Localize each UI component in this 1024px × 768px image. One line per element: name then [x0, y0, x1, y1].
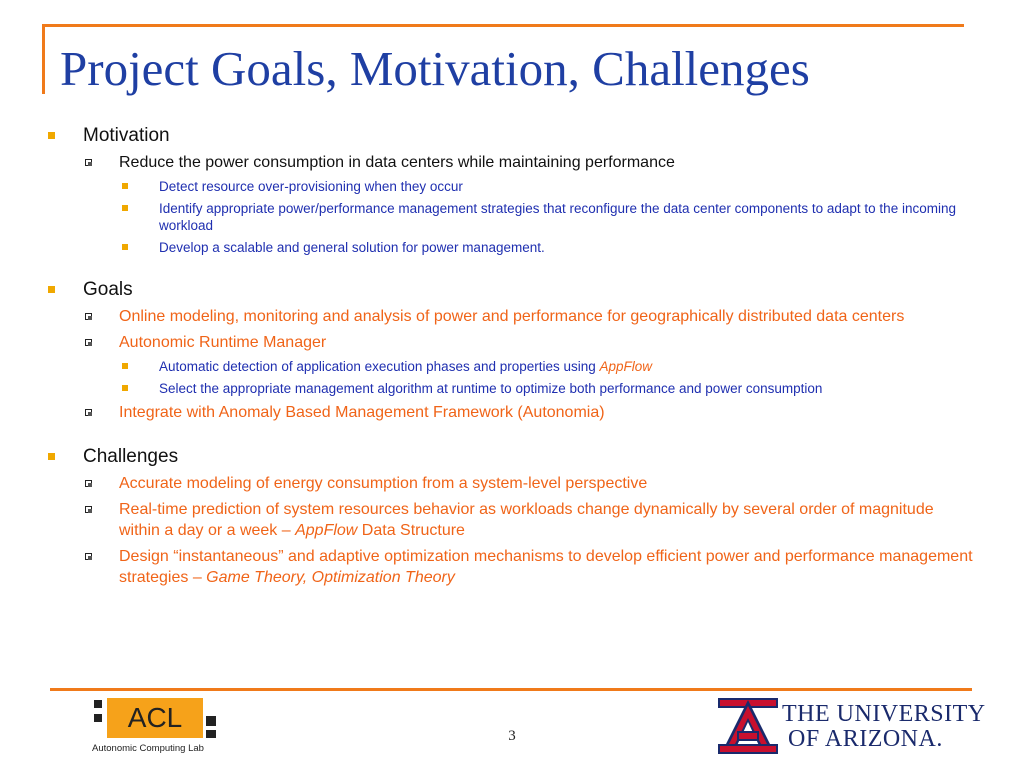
bullet-level3 — [48, 178, 978, 195]
section-motivation — [48, 124, 978, 256]
page-number: 3 — [508, 728, 516, 744]
bullet-level3 — [48, 358, 978, 375]
bullet-level2 — [48, 332, 978, 353]
bullet-level1 — [48, 445, 978, 469]
bullet-text: Reduce the power consumption in data centers while maintaining performance — [119, 154, 675, 171]
hollow-square-bullet-icon — [85, 313, 92, 320]
section-heading: Motivation — [83, 125, 170, 146]
appflow-emphasis: AppFlow — [295, 522, 358, 539]
bullet-text: Autonomic Runtime Manager — [119, 334, 327, 351]
bullet-level2 — [48, 402, 978, 423]
hollow-square-bullet-icon — [85, 553, 92, 560]
bullet-level1 — [48, 278, 978, 302]
bullet-level2 — [48, 306, 978, 327]
section-heading: Challenges — [83, 446, 179, 467]
square-bullet-icon — [48, 286, 55, 293]
hollow-square-bullet-icon — [85, 480, 92, 487]
hollow-square-bullet-icon — [85, 409, 92, 416]
acl-logo-mark: ACL — [107, 698, 203, 738]
bullet-text: Data Structure — [357, 522, 465, 539]
hollow-square-bullet-icon — [85, 339, 92, 346]
square-bullet-icon — [122, 244, 128, 250]
university-of-arizona-logo — [718, 698, 988, 754]
bullet-level2 — [48, 546, 978, 588]
university-line2: OF ARIZONA. — [788, 726, 943, 752]
arizona-a-icon — [718, 698, 778, 754]
logo-square-decoration — [94, 700, 102, 708]
square-bullet-icon — [48, 453, 55, 460]
title-frame-top-rule — [42, 24, 964, 27]
slide-title: Project Goals, Motivation, Challenges — [60, 41, 810, 96]
bullet-text: Real-time prediction of system resources behavior as workloads change dynamically by several order of magnitude within a day or a week – — [119, 501, 934, 539]
theory-emphasis: Game Theory, Optimization Theory — [206, 569, 455, 586]
hollow-square-bullet-icon — [85, 506, 92, 513]
square-bullet-icon — [122, 363, 128, 369]
acl-logo-subtitle: Autonomic Computing Lab — [92, 743, 204, 754]
bullet-text: Identify appropriate power/performance management strategies that reconfigure the data center components to adapt to the incoming workload — [159, 201, 956, 233]
title-frame-left-rule — [42, 24, 45, 94]
bullet-text: Online modeling, monitoring and analysis of power and performance for geographically distributed data centers — [119, 308, 905, 325]
appflow-emphasis: AppFlow — [599, 359, 653, 374]
square-bullet-icon — [48, 132, 55, 139]
bullet-level3 — [48, 380, 978, 397]
bullet-text: Automatic detection of application execution phases and properties using — [159, 359, 600, 374]
section-goals — [48, 278, 978, 423]
bullet-text: Select the appropriate management algorithm at runtime to optimize both performance and power consumption — [159, 381, 823, 396]
logo-square-decoration — [94, 714, 102, 722]
hollow-square-bullet-icon — [85, 159, 92, 166]
section-challenges — [48, 445, 978, 588]
bullet-level3 — [48, 239, 978, 256]
bullet-level1 — [48, 124, 978, 148]
university-line1: THE UNIVERSITY — [782, 701, 986, 727]
acl-logo — [92, 696, 232, 758]
logo-square-decoration — [206, 716, 216, 726]
footer-rule — [50, 688, 972, 691]
square-bullet-icon — [122, 385, 128, 391]
university-wordmark — [782, 702, 986, 752]
bullet-level3 — [48, 200, 978, 234]
bullet-text: Design “instantaneous” and adaptive optimization mechanisms to develop efficient power and performance management strategies – — [119, 548, 973, 586]
bullet-text: Develop a scalable and general solution for power management. — [159, 240, 545, 255]
section-heading: Goals — [83, 279, 133, 300]
square-bullet-icon — [122, 205, 128, 211]
bullet-level2 — [48, 152, 978, 173]
bullet-text: Accurate modeling of energy consumption from a system-level perspective — [119, 475, 648, 492]
bullet-text: Integrate with Anomaly Based Management Framework (Autonomia) — [119, 404, 605, 421]
slide-body — [48, 124, 978, 610]
bullet-text: Detect resource over-provisioning when they occur — [159, 179, 463, 194]
square-bullet-icon — [122, 183, 128, 189]
bullet-level2 — [48, 473, 978, 494]
logo-square-decoration — [206, 730, 216, 738]
bullet-level2 — [48, 499, 978, 541]
